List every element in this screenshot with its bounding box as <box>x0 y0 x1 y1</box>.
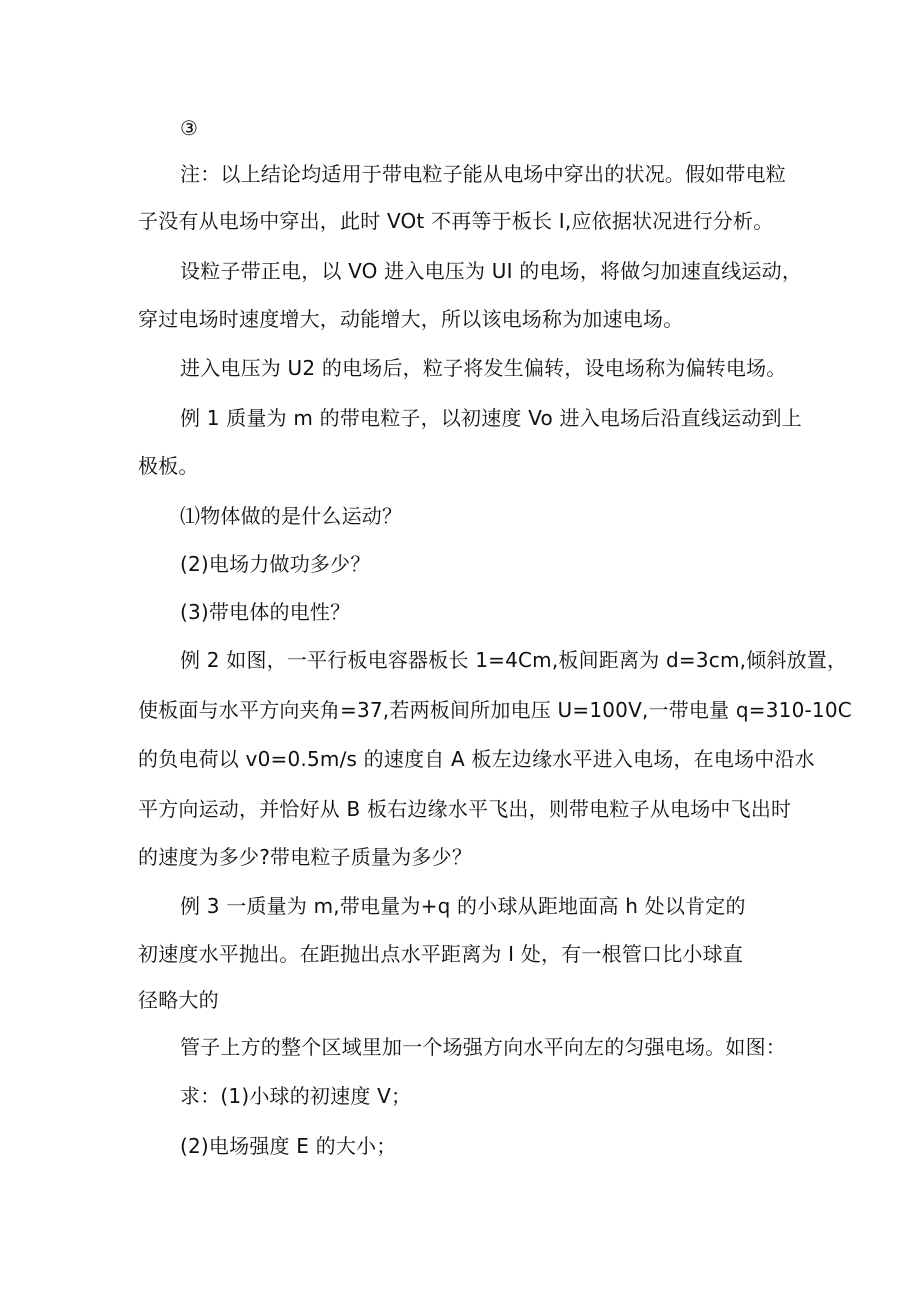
accel-paragraph-line-2: 穿过电场时速度增大，动能增大，所以该电场称为加速电场。 <box>138 307 684 331</box>
example-3-line-3: 径略大的 <box>138 988 219 1012</box>
example-1-line-1: 例 1 质量为 m 的带电粒子，以初速度 Vo 进入电场后沿直线运动到上 <box>180 406 802 430</box>
example-1-question-1: ⑴物体做的是什么运动？ <box>180 504 403 528</box>
example-3-line-1: 例 3 一质量为 m,带电量为+q 的小球从距地面高 h 处以肯定的 <box>180 894 746 918</box>
example-2-line-2: 使板面与水平方向夹角=37,若两板间所加电压 U=100V,一带电量 q=310-10C <box>138 698 852 722</box>
example-1-line-2: 极板。 <box>138 454 199 478</box>
example-1-question-2: (2)电场力做功多少？ <box>180 552 371 576</box>
note-paragraph-line-1: 注：以上结论均适用于带电粒子能从电场中穿出的状况。假如带电粒 <box>180 162 786 186</box>
deflect-paragraph: 进入电压为 U2 的电场后，粒子将发生偏转，设电场称为偏转电场。 <box>180 356 787 380</box>
example-3-question-2: (2)电场强度 E 的大小； <box>180 1134 397 1158</box>
example-2-line-4: 平方向运动，并恰好从 B 板右边缘水平飞出，则带电粒子从电场中飞出时 <box>138 797 792 821</box>
accel-paragraph-line-1: 设粒子带正电，以 VO 进入电压为 UI 的电场，将做匀加速直线运动， <box>180 259 803 283</box>
example-2-line-3: 的负电荷以 v0=0.5m∕s 的速度自 A 板左边缘水平进入电场，在电场中沿水 <box>138 747 815 771</box>
example-1-question-3: (3)带电体的电性？ <box>180 600 351 624</box>
circled-number-three: ③ <box>180 116 199 140</box>
note-paragraph-line-2: 子没有从电场中穿出，此时 VOt 不再等于板长 I,应依据状况进行分析。 <box>138 209 774 233</box>
example-3-line-4: 管子上方的整个区域里加一个场强方向水平向左的匀强电场。如图： <box>180 1035 786 1059</box>
example-2-line-1: 例 2 如图，一平行板电容器板长 1=4Cm,板间距离为 d=3cm,倾斜放置， <box>180 648 848 672</box>
example-3-line-2: 初速度水平抛出。在距抛出点水平距离为 I 处，有一根管口比小球直 <box>138 942 744 966</box>
example-3-question-1: 求：(1)小球的初速度 V； <box>180 1084 412 1108</box>
example-2-line-5: 的速度为多少?带电粒子质量为多少？ <box>138 845 473 869</box>
